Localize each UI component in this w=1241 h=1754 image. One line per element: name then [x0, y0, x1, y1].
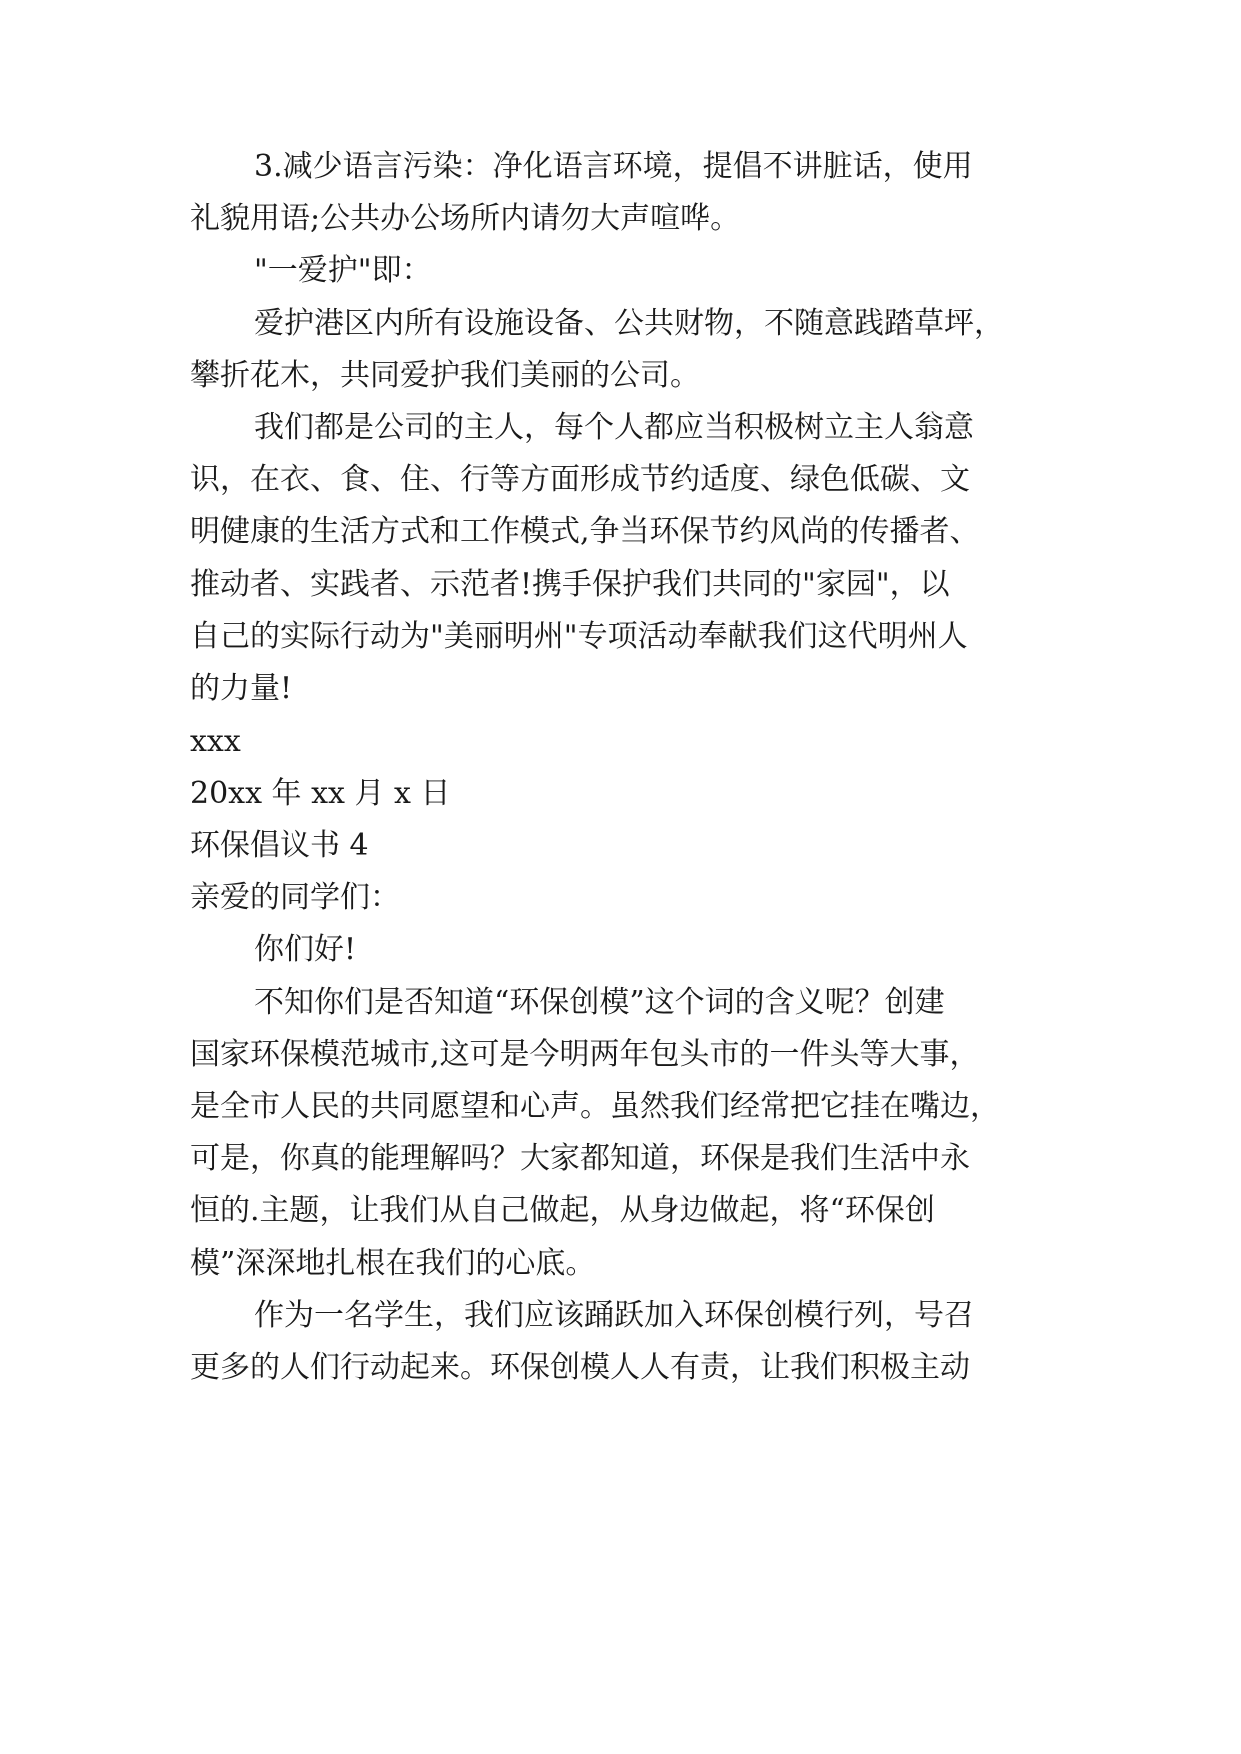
- paragraph-line: 的力量!: [190, 671, 293, 706]
- paragraph-line: 明健康的生活方式和工作模式,争当环保节约风尚的传播者、: [190, 514, 980, 549]
- paragraph-line: 模”深深地扎根在我们的心底。: [190, 1246, 596, 1281]
- paragraph-line: 推动者、实践者、示范者!携手保护我们共同的"家园"，以: [190, 567, 950, 602]
- paragraph-line: 作为一名学生，我们应该踊跃加入环保创模行列，号召: [254, 1298, 974, 1333]
- paragraph-line: "一爱护"即：: [254, 253, 432, 288]
- section-title: 环保倡议书 4: [190, 828, 369, 863]
- salutation: 亲爱的同学们：: [190, 880, 400, 915]
- paragraph-line: 爱护港区内所有设施设备、公共财物，不随意践踏草坪，: [254, 306, 1004, 341]
- paragraph-line: 3.减少语言污染：净化语言环境，提倡不讲脏话，使用: [254, 149, 973, 184]
- paragraph-line: 我们都是公司的主人，每个人都应当积极树立主人翁意: [254, 410, 974, 445]
- paragraph-line: 可是，你真的能理解吗？大家都知道，环保是我们生活中永: [190, 1141, 970, 1176]
- greeting: 你们好!: [254, 932, 357, 967]
- paragraph-line: 不知你们是否知道“环保创模”这个词的含义呢？创建: [254, 985, 945, 1020]
- paragraph-line: 攀折花木，共同爱护我们美丽的公司。: [190, 358, 700, 393]
- paragraph-line: 国家环保模范城市,这可是今明两年包头市的一件头等大事，: [190, 1037, 980, 1072]
- paragraph-line: 更多的人们行动起来。环保创模人人有责，让我们积极主动: [190, 1350, 970, 1385]
- paragraph-line: 恒的.主题，让我们从自己做起，从身边做起，将“环保创: [190, 1193, 935, 1228]
- paragraph-line: 识，在衣、食、住、行等方面形成节约适度、绿色低碳、文: [190, 462, 970, 497]
- paragraph-line: 自己的实际行动为"美丽明州"专项活动奉献我们这代明州人: [190, 619, 968, 654]
- date-line: 20xx 年 xx 月 x 日: [190, 776, 451, 811]
- signature: xxx: [190, 724, 241, 759]
- paragraph-line: 是全市人民的共同愿望和心声。虽然我们经常把它挂在嘴边，: [190, 1089, 1000, 1124]
- paragraph-line: 礼貌用语;公共办公场所内请勿大声喧哗。: [190, 201, 741, 236]
